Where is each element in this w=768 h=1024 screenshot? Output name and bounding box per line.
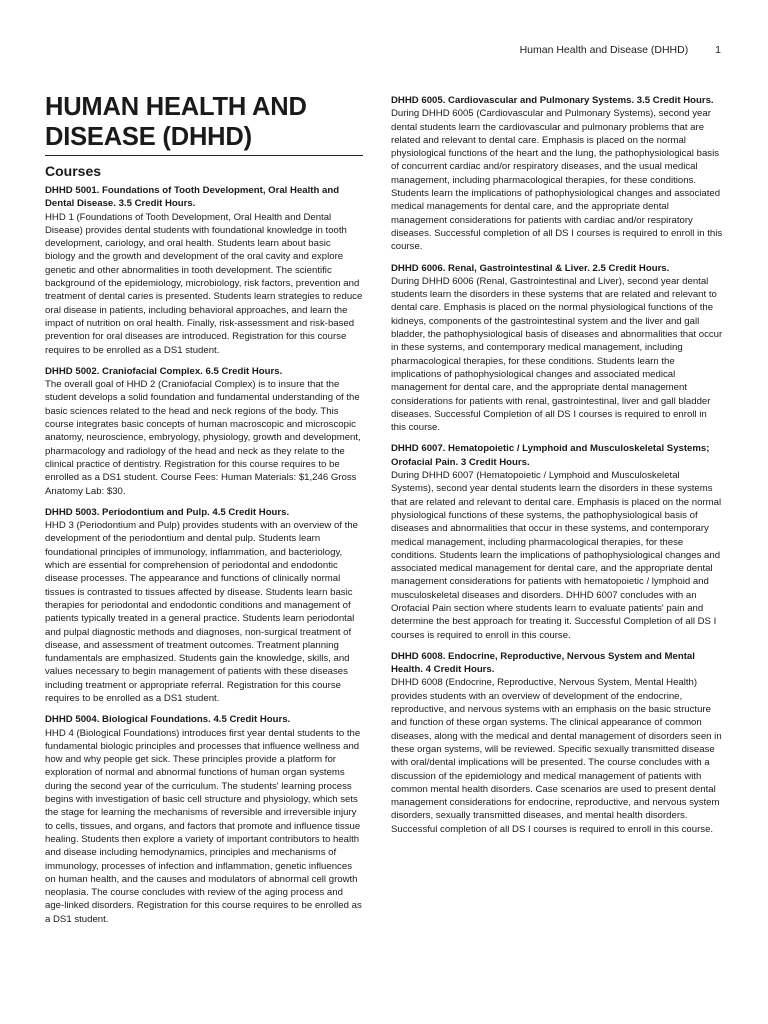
course-entry	[45, 713, 363, 926]
course-title: DHHD 6006. Renal, Gastrointestinal & Liver. 2.5 Credit Hours.	[391, 262, 670, 274]
course-title: DHHD 5004. Biological Foundations. 4.5 Credit Hours.	[45, 714, 291, 726]
course-description: The overall goal of HHD 2 (Craniofacial Complex) is to insure that the student develops a solid foundation and fundamental understanding of the basic sciences related to the head and neck regions of the body. This course integrates basic concepts of human macroscopic and microscopic anatomy, neuroscience, embryology, physiology, growth and development, pharmacology and radiology of the head and neck as they relate to the clinical practice of dentistry. Registration for this course requires to be enrolled as a DS1 student. Course Fees: Human Materials: $1,246 Gross Anatomy Lab: $30.	[45, 379, 361, 497]
course-description: HHD 1 (Foundations of Tooth Development, Oral Health and Dental Disease) provides dental students with foundational knowledge in tooth development, cariology, and oral health. Students learn about basic biology and the growth and development of the oral cavity and explore genetic and other abnormalities in tooth development. The scientific background of the epidemiology, microbiology, risk factors, prevention and treatment of dental caries is presented. Students learn strategies to reduce oral disease in patients, including behavioral approaches, and learn the impact of nutrition on oral health. Finally, risk-assessment and risk-based prevention for oral diseases are introduced. Registration for this course requires to be enrolled as a DS1 student.	[45, 211, 363, 356]
course-description: During DHHD 6005 (Cardiovascular and Pulmonary Systems), second year dental students learn the cardiovascular and pulmonary problems that are related and relevant to dental care. Emphasis is placed on the normal physiological functions of the heart and the lung, the pathophysiological basis of concurrent cardiac and/or respiratory diseases, and the usual medical management, including pharmacological therapies, for these conditions. Students learn the implications of pathophysiological changes and associated medical managements for dental care, and the appropriate dental management considerations for patients with cardiac and/or respiratory diseases. Successful completion of all DS I courses is required to enroll in this course.	[391, 108, 723, 253]
course-entry	[45, 365, 363, 498]
course-title: DHHD 5001. Foundations of Tooth Development, Oral Health and Dental Disease. 3.5 Credit Hours.	[45, 185, 340, 210]
title-divider	[45, 155, 363, 156]
right-column	[391, 94, 723, 844]
course-entry	[391, 262, 723, 435]
course-title: DHHD 5002. Craniofacial Complex. 6.5 Credit Hours.	[45, 365, 283, 377]
course-entry	[45, 184, 363, 357]
course-description: During DHHD 6006 (Renal, Gastrointestinal and Liver), second year dental students learn the disorders in these systems that are related and relevant to dental care. Emphasis is placed on the normal physiological functions of the kidneys, components of the gastrointestinal system and the liver and gall bladder, the pathophysiological basis of diseases and abnormalities that occur in these systems, and contemporary medical management, including pharmacological therapies, for these conditions. Students learn the implications of pathophysiological changes and associated medical management for dental care, and the appropriate dental management considerations for patients with renal, gastrointestinal, liver and gall bladder diseases. Successful Completion of all DS I courses is required to enroll in this course.	[391, 275, 723, 434]
course-description: HHD 3 (Periodontium and Pulp) provides students with an overview of the development of the periodontium and dental pulp. Students learn foundational principles of immunology, inflammation, and bacteriology, which are essential for comprehension of periodontal and endodontic disease processes. The appearance and functions of clinically normal tissues is contrasted to tissues affected by disease. Students learn basic therapies for periodontal and endodontic conditions and management of patients typically treated in a general practice. Students learn periodontal and pulpal diagnostic methods and diagnoses, non-surgical treatment of disease, and assessment of treatment outcomes. Treatment planning fundamentals are emphasized. Students gain the knowledge, skills, and values necessary to begin management of patients with these diseases including treatment or appropriate referral. Registration for this course requires to be enrolled as a DS1 student.	[45, 520, 359, 704]
course-title: DHHD 5003. Periodontium and Pulp. 4.5 Credit Hours.	[45, 506, 290, 518]
running-title: Human Health and Disease (DHHD)	[519, 44, 689, 56]
course-entry	[391, 650, 723, 836]
left-column	[45, 92, 363, 934]
course-title: DHHD 6005. Cardiovascular and Pulmonary Systems. 3.5 Credit Hours.	[391, 95, 714, 106]
course-entry	[391, 94, 723, 254]
course-entry	[45, 506, 363, 705]
running-header	[520, 44, 721, 56]
course-description: During DHHD 6007 (Hematopoietic / Lymphoid and Musculoskeletal Systems), second year dental students learn the disorders in these systems that are related and relevant to dental care. Emphasis is placed on the normal physiological functions of these systems, the pathophysiological basis of diseases and abnormalities that occur in these systems, and contemporary medical management, including pharmacological therapies, for these conditions. Students learn the implications of pathophysiological changes and associated medical management for dental care, and the appropriate dental management considerations for patients with hematopoietic / lymphoid and musculoskeletal diseases and disorders. DHHD 6007 concludes with an Orofacial Pain section where students learn to evaluate patients' pain and determine the best approach for treating it. Successful Completion of all DS I courses is required to enroll in this course.	[391, 470, 722, 641]
course-title: DHHD 6007. Hematopoietic / Lymphoid and Musculoskeletal Systems; Orofacial Pain. 3 Credit Hours.	[391, 443, 710, 468]
course-title: DHHD 6008. Endocrine, Reproductive, Nervous System and Mental Health. 4 Credit Hours.	[391, 650, 695, 676]
course-description: HHD 4 (Biological Foundations) introduces first year dental students to the fundamental biologic principles and processes that influence wellness and how and why people get sick. These principles provide a platform for exploration of normal and abnormal functions of human organ systems during the second year of the curriculum. The students' learning process begins with investigation of basic cell structure and physiology, which sets the stage for learning the mechanisms of reversible and irreversible injury to cells, tissues, and organs, and factors that promote and influence tissue healing. Students then explore a variety of important contributors to health and disease including hemodynamics, principles and mechanisms of immunology, processes of infection and inflammation, genetic influences on human health, and the causes and modulators of abnormal cell growth neoplasia. The course concludes with review of the aging process and age-linked disorders. Registration for this course requires to be enrolled as a DS1 student.	[45, 727, 362, 925]
section-heading: Courses	[45, 163, 102, 179]
course-description: DHHD 6008 (Endocrine, Reproductive, Nervous System, Mental Health) provides students with an overview of development of the endocrine, reproductive, and nervous systems with an emphasis on the basic structure and function of these organ systems. The clinical appearance of common diseases, along with the medical and dental management of disorders seen in these organ systems, will be reviewed. Specific sexually transmitted disease with oral/dental implications will be presented. The course concludes with a discussion of the epidemiology and medical management of patients with common mental health disorders. Case scenarios are used to present dental management considerations for endocrine, reproductive, and nervous system disorders, sexually transmitted diseases, and mental health disorders. Successful completion of all DS I courses is required to enroll in this course.	[391, 677, 722, 835]
course-entry	[391, 442, 723, 641]
page-number: 1	[715, 44, 721, 56]
page-title: HUMAN HEALTH AND DISEASE (DHHD)	[45, 93, 307, 151]
